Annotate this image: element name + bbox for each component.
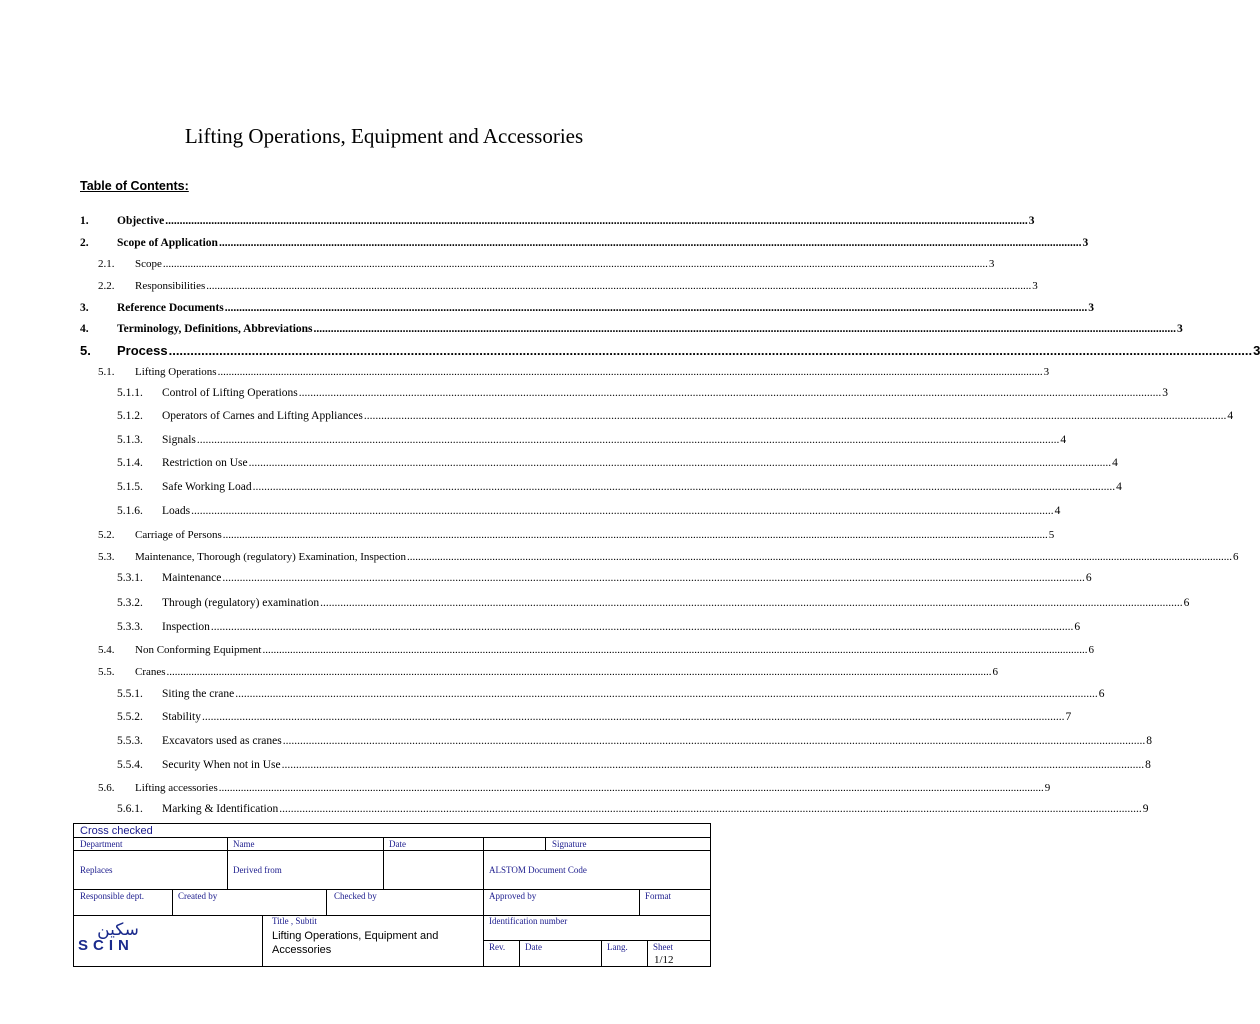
toc-leader-dots: ............................................................................................................................................................................................................................................................................................................ xyxy=(252,481,1116,493)
lang-label: Lang. xyxy=(607,942,628,952)
toc-entry[interactable] xyxy=(98,666,999,678)
toc-entry-title: Through (regulatory) examination xyxy=(162,597,320,609)
toc-entry-number: 5.1.2. xyxy=(117,410,143,422)
title-value: Lifting Operations, Equipment and Accessories xyxy=(272,930,439,956)
toc-leader-dots: ............................................................................................................................................................................................................................................................................................................ xyxy=(162,258,988,270)
toc-entry-number: 5.4. xyxy=(98,644,115,656)
alstom-code-label: ALSTOM Document Code xyxy=(489,865,587,875)
toc-leader-dots: ............................................................................................................................................................................................................................................................................................................ xyxy=(363,410,1227,422)
toc-entry-title: Scope of Application xyxy=(117,237,218,249)
toc-entry-title: Maintenance, Thorough (regulatory) Examination, Inspection xyxy=(135,551,407,563)
toc-entry-title: Restriction on Use xyxy=(162,457,248,469)
toc-entry-page: 4 xyxy=(1060,434,1067,446)
toc-entry[interactable] xyxy=(98,644,1094,656)
toc-entry-number: 5.1.3. xyxy=(117,434,143,446)
toc-entry-title: Process xyxy=(117,343,168,358)
toc-entry-page: 3 xyxy=(1253,343,1260,358)
toc-entry-title: Inspection xyxy=(162,621,210,633)
toc-entry[interactable] xyxy=(117,711,1072,723)
toc-entry-number: 5.3.3. xyxy=(117,621,143,633)
toc-entry[interactable] xyxy=(117,759,1151,771)
toc-entry-number: 5.2. xyxy=(98,529,115,541)
toc-leader-dots: ............................................................................................................................................................................................................................................................................................................ xyxy=(196,434,1060,446)
rev-label: Rev. xyxy=(489,942,506,952)
toc-entry-page: 3 xyxy=(1162,387,1168,399)
toc-entry-number: 5.5.1. xyxy=(117,688,143,700)
toc-entry[interactable] xyxy=(98,529,1055,541)
toc-entry[interactable] xyxy=(80,302,1095,314)
identification-number-label: Identification number xyxy=(489,916,568,926)
toc-leader-dots: ............................................................................................................................................................................................................................................................................................................ xyxy=(298,387,1162,399)
toc-entry-title: Non Conforming Equipment xyxy=(135,644,262,656)
toc-leader-dots: ............................................................................................................................................................................................................................................................................................................ xyxy=(235,688,1098,700)
approved-by-label: Approved by xyxy=(489,891,537,901)
toc-entry-page: 5 xyxy=(1048,529,1055,541)
toc-leader-dots: ............................................................................................................................................................................................................................................................................................................ xyxy=(282,735,1146,747)
toc-leader-dots: ............................................................................................................................................................................................................................................................................................................ xyxy=(262,644,1088,656)
toc-entry-title: Carriage of Persons xyxy=(135,529,222,541)
date2-label: Date xyxy=(525,942,542,952)
toc-entry[interactable] xyxy=(117,597,1190,609)
toc-entry-title: Stability xyxy=(162,711,201,723)
toc-entry-title: Lifting accessories xyxy=(135,782,218,794)
toc-entry-title: Cranes xyxy=(135,666,166,678)
toc-entry-title: Operators of Carnes and Lifting Appliances xyxy=(162,410,363,422)
toc-leader-dots: ............................................................................................................................................................................................................................................................................................................ xyxy=(222,572,1085,584)
toc-entry-page: 9 xyxy=(1142,803,1149,815)
toc-leader-dots: ............................................................................................................................................................................................................................................................................................................ xyxy=(206,280,1032,292)
toc-entry-number: 5.6.1. xyxy=(117,803,143,815)
toc-entry-title: Responsibilities xyxy=(135,280,206,292)
toc-entry-number: 5. xyxy=(80,343,91,358)
toc-leader-dots: ............................................................................................................................................................................................................................................................................................................ xyxy=(248,457,1112,469)
toc-entry[interactable] xyxy=(80,237,1089,249)
toc-entry[interactable] xyxy=(80,215,1035,227)
toc-entry-title: Objective xyxy=(117,215,165,227)
toc-entry[interactable] xyxy=(117,621,1081,633)
toc-entry-title: Siting the crane xyxy=(162,688,235,700)
toc-entry[interactable] xyxy=(117,505,1061,517)
toc-leader-dots: ............................................................................................................................................................................................................................................................................................................ xyxy=(191,505,1054,517)
toc-entry[interactable] xyxy=(98,258,995,270)
toc-entry[interactable] xyxy=(117,410,1234,422)
name-label: Name xyxy=(233,839,255,849)
toc-entry-number: 5.3.2. xyxy=(117,597,143,609)
toc-entry-page: 3 xyxy=(1028,215,1035,227)
toc-entry-number: 5.3.1. xyxy=(117,572,143,584)
toc-leader-dots: ............................................................................................................................................................................................................................................................................................................ xyxy=(281,759,1145,771)
toc-entry-number: 3. xyxy=(80,302,89,314)
toc-entry-page: 3 xyxy=(1032,280,1038,292)
toc-entry-title: Marking & Identification xyxy=(162,803,279,815)
toc-entry[interactable] xyxy=(80,343,1260,358)
toc-entry-title: Reference Documents xyxy=(117,302,224,314)
toc-entry-title: Maintenance xyxy=(162,572,222,584)
toc-entry-number: 5.6. xyxy=(98,782,115,794)
toc-leader-dots: ............................................................................................................................................................................................................................................................................................................ xyxy=(279,803,1142,815)
toc-entry-page: 8 xyxy=(1145,759,1151,771)
toc-entry[interactable] xyxy=(117,434,1067,446)
toc-entry-number: 5.5.2. xyxy=(117,711,143,723)
toc-leader-dots: ............................................................................................................................................................................................................................................................................................................ xyxy=(222,529,1048,541)
toc-entry-number: 5.5.3. xyxy=(117,735,143,747)
toc-entry-title: Signals xyxy=(162,434,196,446)
toc-entry-number: 5.1.5. xyxy=(117,481,143,493)
toc-entry-page: 3 xyxy=(1043,366,1050,378)
format-label: Format xyxy=(645,891,671,901)
toc-leader-dots: ............................................................................................................................................................................................................................................................................................................ xyxy=(407,551,1233,563)
toc-leader-dots: ............................................................................................................................................................................................................................................................................................................ xyxy=(313,323,1177,335)
toc-entry-number: 5.5. xyxy=(98,666,115,678)
toc-entry-page: 3 xyxy=(1088,302,1095,314)
toc-entry-page: 3 xyxy=(1082,237,1089,249)
logo-arabic: سكين xyxy=(97,920,139,940)
toc-leader-dots: ............................................................................................................................................................................................................................................................................................................ xyxy=(168,343,1253,358)
toc-entry-title: Loads xyxy=(162,505,191,517)
toc-entry-title: Security When not in Use xyxy=(162,759,281,771)
toc-entry[interactable] xyxy=(80,323,1183,335)
toc-entry-title: Lifting Operations xyxy=(135,366,217,378)
toc-entry-number: 2. xyxy=(80,237,89,249)
toc-entry[interactable] xyxy=(98,280,1038,292)
toc-entry-title: Safe Working Load xyxy=(162,481,252,493)
toc-entry-number: 2.2. xyxy=(98,280,115,292)
toc-entry-page: 6 xyxy=(1098,688,1105,700)
toc-entry-number: 5.1.6. xyxy=(117,505,143,517)
toc-leader-dots: ............................................................................................................................................................................................................................................................................................................ xyxy=(201,711,1065,723)
toc-leader-dots: ............................................................................................................................................................................................................................................................................................................ xyxy=(165,215,1028,227)
toc-entry-title: Terminology, Definitions, Abbreviations xyxy=(117,323,313,335)
toc-entry-number: 1. xyxy=(80,215,89,227)
date-label: Date xyxy=(389,839,406,849)
toc-entry-page: 3 xyxy=(988,258,995,270)
checked-by-label: Checked by xyxy=(334,891,377,901)
department-label: Department xyxy=(80,839,123,849)
toc-entry-number: 4. xyxy=(80,323,89,335)
toc-entry-page: 6 xyxy=(1074,621,1081,633)
sheet-label: Sheet xyxy=(653,942,673,952)
toc-entry-page: 3 xyxy=(1177,323,1183,335)
toc-entry-page: 4 xyxy=(1227,410,1234,422)
toc-entry-number: 5.1. xyxy=(98,366,115,378)
created-by-label: Created by xyxy=(178,891,218,901)
toc-leader-dots: ............................................................................................................................................................................................................................................................................................................ xyxy=(166,666,992,678)
toc-heading: Table of Contents: xyxy=(80,179,189,193)
toc-leader-dots: ............................................................................................................................................................................................................................................................................................................ xyxy=(218,237,1082,249)
sheet-value: 1/12 xyxy=(654,954,674,966)
toc-entry[interactable] xyxy=(117,803,1149,815)
toc-entry[interactable] xyxy=(98,551,1239,563)
toc-entry-page: 9 xyxy=(1044,782,1051,794)
toc-entry-page: 6 xyxy=(1085,572,1092,584)
toc-entry[interactable] xyxy=(98,782,1051,794)
logo-text: SCIN xyxy=(78,937,134,954)
toc-entry-number: 5.1.1. xyxy=(117,387,143,399)
toc-leader-dots: ............................................................................................................................................................................................................................................................................................................ xyxy=(224,302,1088,314)
title-subtit-label: Title , Subtit xyxy=(272,916,317,926)
toc-entry-page: 4 xyxy=(1116,481,1122,493)
toc-entry-page: 6 xyxy=(1233,551,1239,563)
toc-entry[interactable] xyxy=(117,457,1118,469)
toc-entry-number: 5.5.4. xyxy=(117,759,143,771)
toc-entry-page: 6 xyxy=(1183,597,1190,609)
toc-entry-page: 6 xyxy=(1088,644,1094,656)
toc-entry-title: Control of Lifting Operations xyxy=(162,387,298,399)
toc-entry[interactable] xyxy=(117,387,1168,399)
toc-entry-page: 6 xyxy=(992,666,999,678)
toc-leader-dots: ............................................................................................................................................................................................................................................................................................................ xyxy=(210,621,1074,633)
toc-leader-dots: ............................................................................................................................................................................................................................................................................................................ xyxy=(320,597,1183,609)
document-title: Lifting Operations, Equipment and Accessories xyxy=(184,124,584,148)
toc-entry[interactable] xyxy=(117,735,1152,747)
toc-entry-number: 5.3. xyxy=(98,551,115,563)
toc-entry[interactable] xyxy=(117,572,1092,584)
signature-label: Signature xyxy=(552,839,587,849)
toc-entry-title: Excavators used as cranes xyxy=(162,735,282,747)
toc-entry-number: 2.1. xyxy=(98,258,115,270)
toc-leader-dots: ............................................................................................................................................................................................................................................................................................................ xyxy=(217,366,1043,378)
toc-entry-page: 4 xyxy=(1054,505,1061,517)
toc-entry-page: 4 xyxy=(1112,457,1118,469)
cross-checked-label: Cross checked xyxy=(80,825,153,837)
toc-entry-number: 5.1.4. xyxy=(117,457,143,469)
toc-leader-dots: ............................................................................................................................................................................................................................................................................................................ xyxy=(218,782,1044,794)
toc-entry[interactable] xyxy=(117,481,1122,493)
replaces-label: Replaces xyxy=(80,865,113,875)
toc-entry-title: Scope xyxy=(135,258,162,270)
derived-from-label: Derived from xyxy=(233,865,282,875)
toc-entry-page: 8 xyxy=(1146,735,1152,747)
responsible-dept-label: Responsible dept. xyxy=(80,891,144,901)
toc-entry[interactable] xyxy=(98,366,1050,378)
footer-title-block xyxy=(73,823,711,967)
toc-entry-page: 7 xyxy=(1065,711,1072,723)
toc-entry[interactable] xyxy=(117,688,1105,700)
